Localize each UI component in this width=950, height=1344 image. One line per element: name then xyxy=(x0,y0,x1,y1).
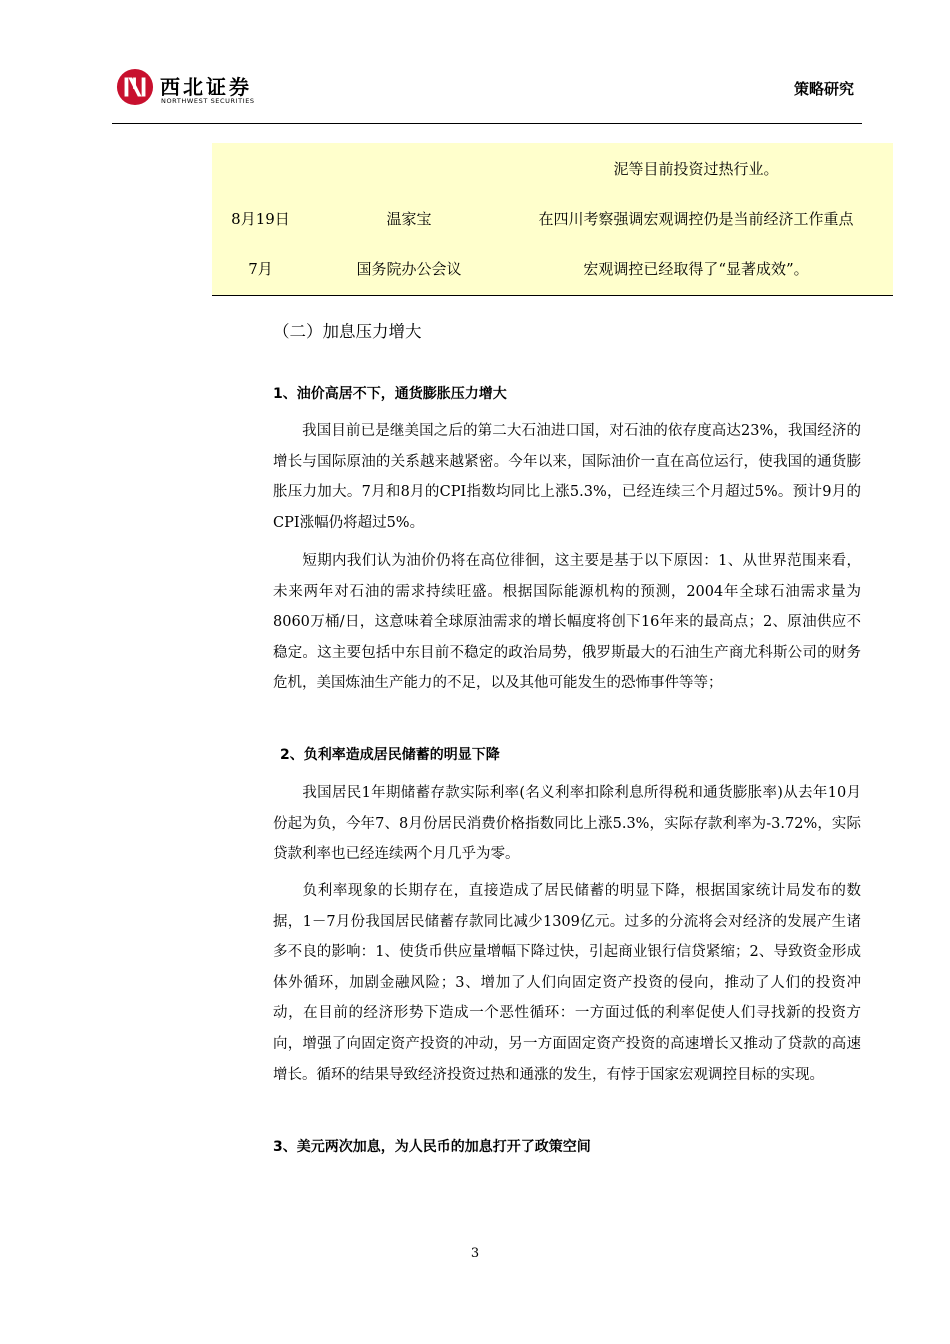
brand-name-cn: 西北证券 xyxy=(160,75,252,99)
table-row xyxy=(212,254,893,284)
policy-events-table xyxy=(212,143,893,296)
subsection-heading: 2、负利率造成居民储蓄的明显下降 xyxy=(280,747,500,763)
event-content: 在四川考察强调宏观调控仍是当前经济工作重点 xyxy=(538,210,854,228)
report-category: 策略研究 xyxy=(793,80,854,98)
paragraph-text: 负利率现象的长期存在，直接造成了居民储蓄的明显下降，根据国家统计局发布的数据，1－7月份我国居民储蓄存款同比减少1309亿元。过多的分流将会对经济的发展产生诸多不良的影响：1、使货币供应量增幅下降过快，引起商业银行信贷紧缩；2、导致资金形成体外循环，加剧金融风险；3、增加了人们向固定资产投资的侵向，推动了人们的投资冲动，在目前的经济形势下造成一个恶性循环：一方面过低的利率促使人们寻找新的投资方向，增强了向固定资产投资的冲动，另一方面固定资产投资的高速增长又推动了贷款的高速增长。循环的结果导致经济投资过热和通涨的发生，有悖于国家宏观调控目标的实现。 xyxy=(273,883,861,1083)
paragraph-text: 我国居民1年期储蓄存款实际利率(名义利率扣除利息所得税和通货膨胀率)从去年10月份起为负，今年7、8月份居民消费价格指数同比上涨5.3%，实际存款利率为-3.72%，实际贷款利率也已经连续两个月几乎为零。 xyxy=(273,785,861,863)
paragraph xyxy=(273,876,861,1090)
event-content: 泥等目前投资过热行业。 xyxy=(613,160,779,178)
paragraph xyxy=(273,778,861,870)
table-row xyxy=(212,204,893,234)
page-header xyxy=(112,62,862,124)
northwest-securities-logo-icon xyxy=(116,68,154,106)
subsection-heading: 1、油价高居不下，通货膨胀压力增大 xyxy=(273,386,507,402)
event-speaker: 温家宝 xyxy=(386,210,432,228)
paragraph-text: 短期内我们认为油价仍将在高位徘徊，这主要是基于以下原因：1、从世界范围来看，未来两年对石油的需求持续旺盛。根据国际能源机构的预测，2004年全球石油需求量为8060万桶/日，这意味着全球原油需求的增长幅度将创下16年来的最高点；2、原油供应不稳定。这主要包括中东目前不稳定的政治局势，俄罗斯最大的石油生产商尤科斯公司的财务危机，美国炼油生产能力的不足，以及其他可能发生的恐怖事件等等； xyxy=(273,553,861,692)
event-speaker: 国务院办公会议 xyxy=(356,260,462,278)
table-row xyxy=(212,154,893,184)
event-date: 8月19日 xyxy=(231,210,290,228)
paragraph-text: 我国目前已是继美国之后的第二大石油进口国，对石油的依存度高达23%，我国经济的增长与国际原油的关系越来越紧密。今年以来，国际油价一直在高位运行，使我国的通货膨胀压力加大。7月和8月的CPI指数均同比上涨5.3%，已经连续三个月超过5%。预计9月的CPI涨幅仍将超过5%。 xyxy=(273,423,861,531)
section-heading: （二）加息压力增大 xyxy=(273,322,422,341)
page-number: 3 xyxy=(470,1246,480,1261)
brand-name-en: NORTHWEST SECURITIES xyxy=(161,97,255,105)
header-divider xyxy=(112,123,862,124)
event-content: 宏观调控已经取得了“显著成效”。 xyxy=(583,260,809,278)
paragraph xyxy=(273,546,861,699)
event-date: 7月 xyxy=(248,260,273,278)
paragraph xyxy=(273,416,861,538)
subsection-heading: 3、美元两次加息，为人民币的加息打开了政策空间 xyxy=(273,1139,591,1155)
